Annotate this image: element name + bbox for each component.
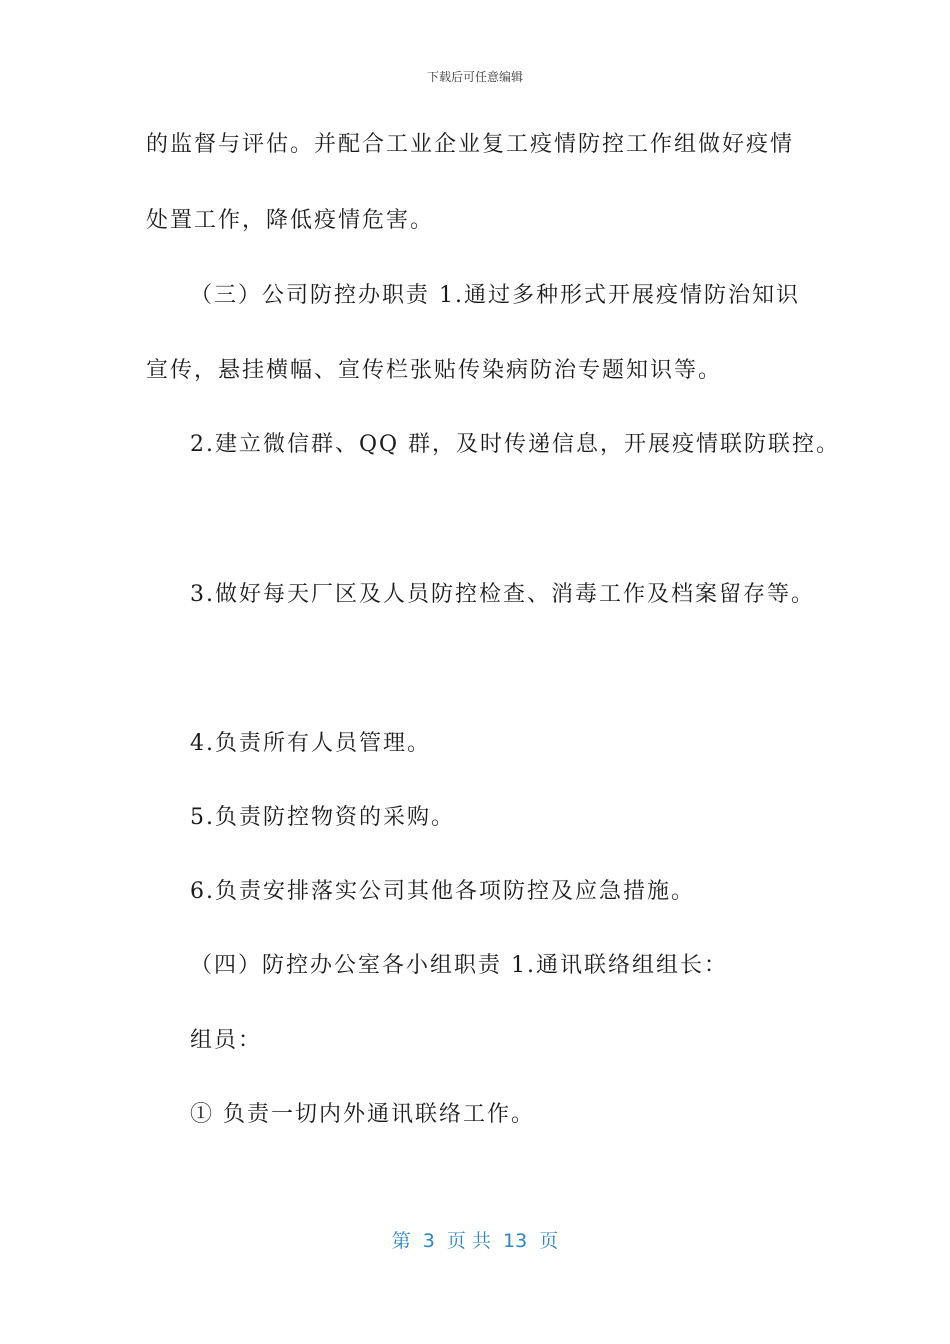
paragraph-line: 宣传，悬挂横幅、宣传栏张贴传染病防治专题知识等。 <box>146 358 723 383</box>
list-item: 2.建立微信群、QQ 群，及时传递信息，开展疫情联防联控。 <box>190 432 841 457</box>
paragraph-line: 处置工作，降低疫情危害。 <box>146 208 435 233</box>
list-item: 5.负责防控物资的采购。 <box>190 805 455 830</box>
list-item: 4.负责所有人员管理。 <box>190 731 431 756</box>
section-heading-3: （三）公司防控办职责 1.通过多种形式开展疫情防治知识 <box>190 283 800 308</box>
list-item: 6.负责安排落实公司其他各项防控及应急措施。 <box>190 879 695 904</box>
paragraph-line: 组员： <box>190 1028 263 1053</box>
list-item: 3.做好每天厂区及人员防控检查、消毒工作及档案留存等。 <box>190 582 815 607</box>
page-header-note: 下载后可任意编辑 <box>426 70 523 84</box>
list-item: ① 负责一切内外通讯联络工作。 <box>190 1102 535 1127</box>
paragraph-line: 的监督与评估。并配合工业企业复工疫情防控工作组做好疫情 <box>146 132 795 157</box>
section-heading-4: （四）防控办公室各小组职责 1.通讯联络组组长： <box>190 953 728 978</box>
page-number-footer: 第 3 页 共 13 页 <box>391 1230 559 1252</box>
